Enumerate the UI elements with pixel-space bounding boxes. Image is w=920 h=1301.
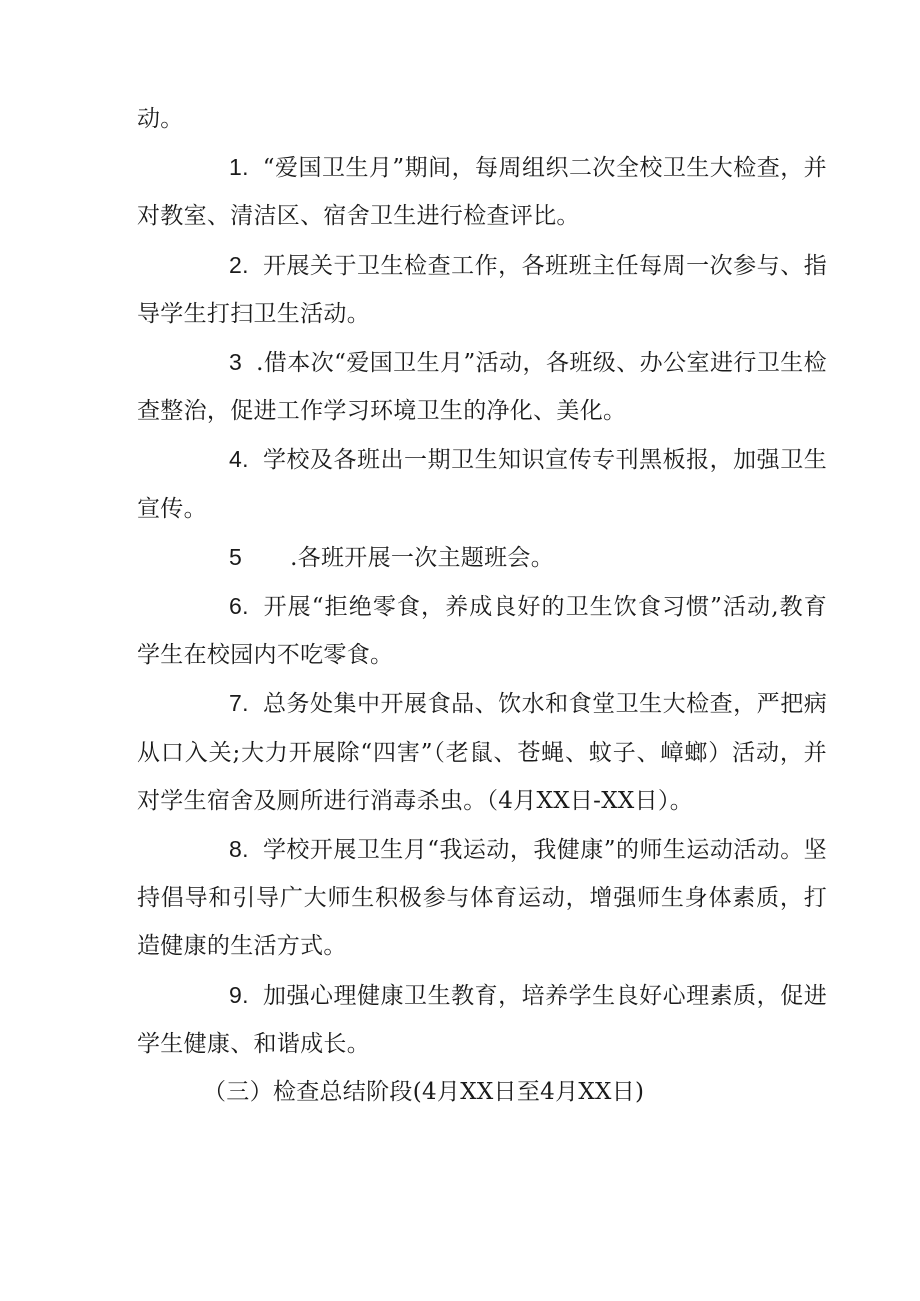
continuation-text: 动。 [137, 106, 184, 132]
item-text-6: 开展“拒绝零食，养成良好的卫生饮食习惯”活动,教育学生在校园内不吃零食。 [137, 594, 827, 669]
item-number-5: 5 [229, 543, 243, 570]
item-number-1: 1. [229, 154, 249, 181]
list-item-2 [137, 241, 827, 338]
list-item-1 [137, 143, 827, 240]
item-number-7: 7. [229, 690, 249, 717]
item-text-2: 开展关于卫生检查工作，各班班主任每周一次参与、指导学生打扫卫生活动。 [137, 252, 827, 327]
list-item-7 [137, 679, 827, 825]
item-text-5: .各班开展一次主题班会。 [290, 544, 555, 571]
item-text-7: 总务处集中开展食品、饮水和食堂卫生大检查，严把病从口入关;大力开展除“四害”（老鼠、苍蝇、蚊子、嶂螂）活动，并对学生宿舍及厕所进行消毒杀虫。（4月XX日-XX日）。 [137, 691, 827, 814]
item-number-3: 3 [229, 349, 243, 376]
list-item-5 [137, 533, 827, 582]
item-number-8: 8. [229, 836, 249, 863]
item-text-1: “爱国卫生月”期间，每周组织二次全校卫生大检查，并对教室、清洁区、宿舍卫生进行检查评比。 [137, 155, 827, 230]
list-item-4 [137, 435, 827, 532]
section-heading: （三）检查总结阶段(4月XX日至4月XX日) [203, 1079, 645, 1106]
list-item-8 [137, 825, 827, 971]
list-item-9 [137, 971, 827, 1068]
item-number-9: 9. [229, 981, 249, 1008]
item-text-9: 加强心理健康卫生教育，培养学生良好心理素质，促进学生健康、和谐成长。 [137, 982, 827, 1057]
list-item-3 [137, 338, 827, 435]
item-text-8: 学校开展卫生月“我运动，我健康”的师生运动活动。坚持倡导和引导广大师生积极参与体育运动，增强师生身体素质，打造健康的生活方式。 [137, 837, 827, 960]
item-text-4: 学校及各班出一期卫生知识宣传专刊黑板报，加强卫生宣传。 [137, 447, 827, 522]
item-number-4: 4. [229, 446, 249, 473]
item-number-2: 2. [229, 251, 249, 278]
item-text-3: .借本次“爱国卫生月”活动，各班级、办公室进行卫生检查整治，促进工作学习环境卫生的净化、美化。 [137, 350, 827, 425]
list-item-6 [137, 582, 827, 679]
item-number-6: 6. [229, 593, 249, 620]
document-body [137, 95, 827, 1116]
